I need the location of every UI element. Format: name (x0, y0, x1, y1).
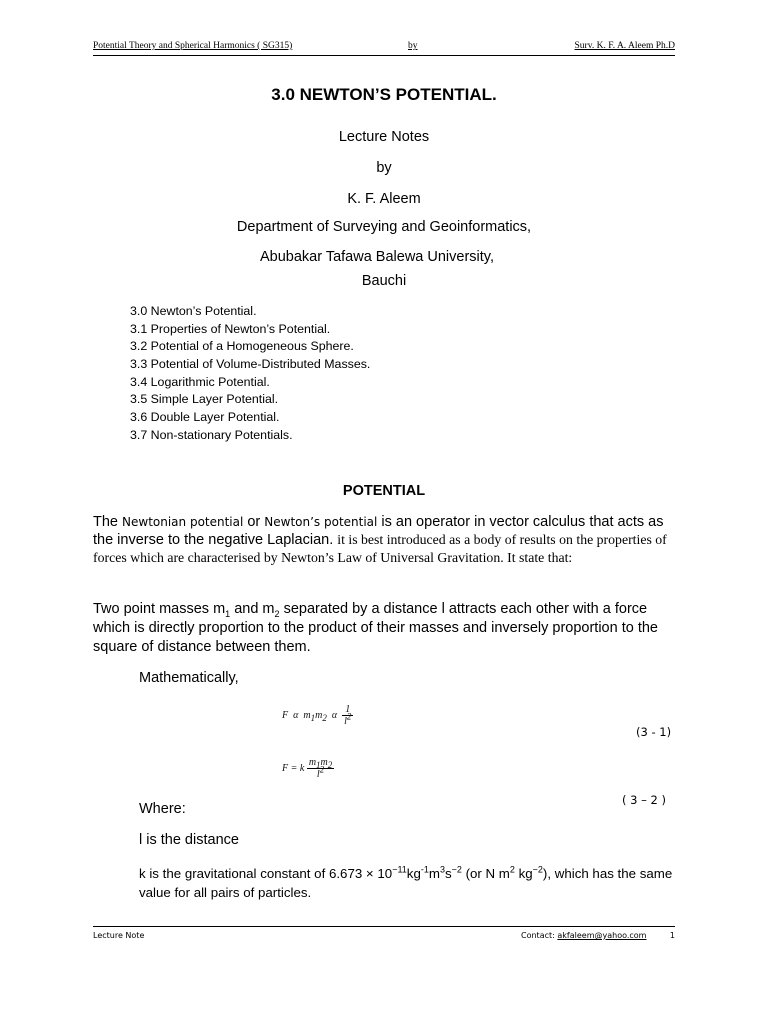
law-text: separated by a distance l attracts each other with a force which is directly proportion to the product of their masses and inversely proportion to the square of distance between them. (93, 601, 658, 655)
toc-item: 3.1 Properties of Newton’s Potential. (130, 321, 331, 336)
equation-3-1 (282, 704, 353, 727)
header-author: Surv. K. F. A. Aleem Ph.D (574, 41, 675, 51)
term-newtonian-potential: Newtonian potential (122, 515, 244, 529)
term-newtons-potential: Newton’s potential (264, 515, 378, 529)
def-text: m (428, 866, 440, 881)
header-by: by (408, 41, 418, 51)
superscript: 2 (346, 711, 352, 722)
def-text: s (444, 866, 452, 881)
section-heading: POTENTIAL (342, 483, 426, 499)
eq-symbol: F (282, 762, 289, 774)
eq-symbol: l (316, 769, 320, 780)
subscript: 2 (274, 608, 280, 619)
running-header (93, 41, 675, 56)
def-text: k is the gravitational constant of 6.673 × 10 (139, 866, 393, 881)
subscript: 1 (316, 760, 321, 770)
subscript: 2 (322, 712, 327, 723)
equation-number: ( 3 – 2 ) (622, 793, 666, 807)
subscript: 1 (310, 712, 316, 723)
toc-item: 3.5 Simple Layer Potential. (130, 392, 279, 407)
toc-item: 3.7 Non-stationary Potentials. (130, 427, 293, 442)
eq-symbol: F (282, 709, 289, 721)
superscript: −2 (532, 864, 543, 875)
eq-symbol: m (303, 709, 311, 721)
subscript: 2 (327, 760, 333, 770)
denominator (342, 711, 353, 727)
toc-item: 3.6 Double Layer Potential. (130, 410, 280, 425)
page-footer (93, 926, 675, 943)
toc-item: 3.4 Logarithmic Potential. (130, 374, 270, 389)
intro-text: is an operator in vector calculus that acts as the inverse to the negative Laplacian. (93, 514, 664, 548)
superscript: 2 (319, 764, 325, 775)
superscript: 2 (509, 864, 515, 875)
denominator (307, 764, 334, 780)
superscript: 3 (439, 864, 445, 875)
intro-paragraph (93, 514, 683, 567)
law-text: and m (230, 601, 275, 617)
department: Department of Surveying and Geoinformatics, (236, 219, 532, 235)
eq-symbol: m (320, 757, 328, 768)
fraction (342, 704, 353, 727)
eq-symbol: l (344, 716, 347, 727)
toc-item: 3.0 Newton’s Potential. (130, 304, 257, 318)
header-course: Potential Theory and Spherical Harmonics ( SG315) (93, 41, 293, 51)
eq-symbol: = (290, 762, 298, 774)
where-label: Where: (139, 801, 186, 817)
footer-contact (521, 931, 646, 940)
byline: by (376, 160, 392, 176)
def-text: kg (406, 866, 421, 881)
superscript: −11 (392, 864, 407, 875)
page-number: 1 (669, 931, 675, 940)
superscript: −2 (451, 864, 462, 875)
table-of-contents (130, 303, 370, 445)
subscript: 1 (225, 608, 231, 619)
contact-label: Contact: (521, 931, 558, 940)
definition-k (139, 864, 679, 902)
def-text: ), which has the same value for all pairs of particles. (139, 866, 673, 900)
eq-symbol: m (315, 709, 323, 721)
footer-label: Lecture Note (93, 931, 145, 940)
eq-symbol: m (308, 757, 317, 768)
email-link[interactable]: akfaleem@yahoo.com (557, 931, 647, 940)
def-text: (or N m (461, 866, 510, 881)
numerator: 1 (342, 704, 353, 716)
def-text: kg (514, 866, 533, 881)
superscript: -1 (420, 864, 429, 875)
university: Abubakar Tafawa Balewa University, (260, 249, 494, 265)
equation-3-2 (282, 757, 334, 780)
law-text: Two point masses m (93, 601, 226, 617)
law-statement (93, 600, 673, 657)
eq-symbol: α (293, 709, 299, 721)
intro-text: The (93, 514, 123, 530)
document-title: 3.0 NEWTON’S POTENTIAL. (271, 85, 497, 104)
document-subtitle: Lecture Notes (338, 129, 430, 145)
math-lead: Mathematically, (139, 670, 239, 686)
eq-symbol: k (299, 762, 305, 774)
equation-number: (3 - 1) (636, 725, 672, 739)
author-name: K. F. Aleem (347, 191, 421, 207)
definition-l: l is the distance (139, 832, 239, 848)
fraction (307, 757, 334, 780)
toc-item: 3.2 Potential of a Homogeneous Sphere. (130, 339, 354, 354)
intro-text: it is best introduced as a body of results on the properties of forces which are characterised by Newton’s Law of Universal Gravitation. It state that: (93, 532, 667, 565)
toc-item: 3.3 Potential of Volume-Distributed Masses. (130, 357, 371, 372)
eq-symbol: α (331, 709, 338, 721)
city: Bauchi (361, 273, 407, 289)
intro-text: or (243, 514, 265, 530)
